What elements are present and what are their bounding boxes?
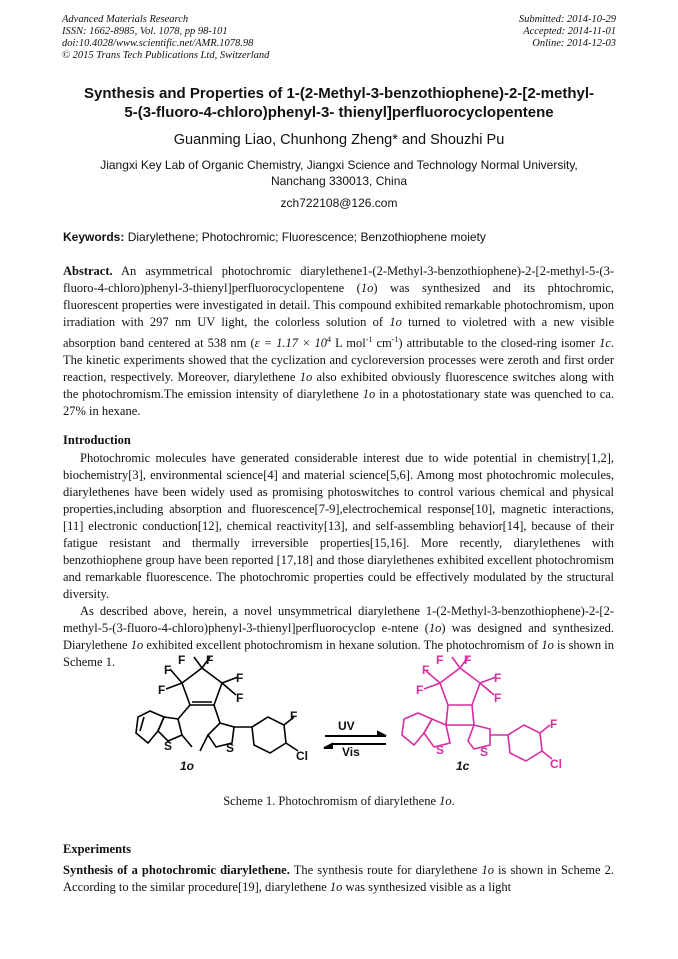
introduction-heading: Introduction [63,433,131,447]
abstract-text: turned to violetred with a new visible absorption band centered at 538 nm ( [63,315,614,351]
abstract-text: L mol [331,336,366,351]
synthesis-text: The synthesis route for diarylethene [289,863,482,877]
compound-ref: 1o [130,638,144,652]
intro-text: As described above, herein, a novel unsymmetrical diarylethene 1-(2-Methyl-3-benzothiophene)-2-[2-methyl-5-(3-fluoro-4-chloro)phenyl-3-thienyl]perfluorocyclop e-ntene ( [63,604,614,635]
fluorine-label: F [464,653,472,667]
compound-ref: 1o [439,794,452,808]
fluorine-label: F [178,653,186,667]
abstract-text: ) attributable to the closed-ring isomer [398,336,600,351]
affiliation-line-2: Nanchang 330013, China [270,174,408,188]
abstract-text: . The kinetic experiments showed that the cyclization and cycloreversion processes were zeroth and first order reaction, respectively. Moreover, diarylethene [63,336,615,385]
synthesis-label: Synthesis of a photochromic diarylethene. [63,863,290,877]
copyright-line: © 2015 Trans Tech Publications Ltd, Switzerland [62,50,270,61]
journal-name: Advanced Materials Research [62,14,189,25]
fluorine-label: F [236,691,244,705]
vis-label: Vis [342,745,360,759]
paper-title [40,84,638,122]
title-line-2: 5-(3-fluoro-4-chloro)phenyl-3- thienyl]perfluorocyclopentene [124,104,554,121]
compound-ref: 1o [428,621,442,635]
fluorine-label: F [550,717,558,731]
fluorine-label: F [494,691,502,705]
caption-text: Scheme 1. Photochromism of diarylethene [223,794,440,808]
author-email: zch722108@126.com [280,196,398,210]
compound-ref: 1o [362,387,376,402]
introduction-body [63,450,614,671]
accepted-date: Accepted: 2014-11-01 [523,26,616,37]
abstract-text: also exhibited obviously fluorescence switches along with the photochromism.The emission intensity of diarylethene [63,370,614,402]
scheme-caption [40,794,638,809]
abstract-label: Abstract. [63,264,113,278]
caption-text: . [451,794,455,808]
sulfur-label: S [226,741,235,755]
title-line-1: Synthesis and Properties of 1-(2-Methyl-3-benzothiophene)-2-[2-methyl- [83,85,595,102]
experiments-body [63,862,614,896]
intro-text: is shown in Scheme 1. [63,638,614,669]
experiments-heading: Experiments [63,842,132,856]
abstract-text: in a photostationary state was quenched to ca. 27% in hexane. [63,387,614,419]
superscript: -1 [391,335,399,344]
chlorine-label: Cl [550,757,562,771]
fluorine-label: F [416,683,424,697]
abstract-text: An asymmetrical photochromic diarylethene1-(2-Methyl-3-benzothiophene)-2-[2-methyl-5-(3-fluoro-4-chloro)phenyl-3-thienyl]perfluorocyclopentene ( [63,264,614,295]
intro-text: ) was designed and synthesized. Diarylethene [63,621,614,652]
sulfur-label: S [480,745,489,759]
compound-ref: 1o [481,863,494,877]
keywords [63,230,486,244]
synthesis-text: was synthesized visible as a light [342,880,512,894]
fluorine-label: F [164,663,172,677]
chlorine-label: Cl [296,749,308,763]
fluorine-label: F [290,709,298,723]
keywords-list: Diarylethene; Photochromic; Fluorescence; Benzothiophene moiety [127,230,486,244]
compound-ref: 1o [329,880,343,894]
uv-label: UV [338,719,355,733]
synthesis-text: is shown in Scheme 2. According to the similar procedure[19], diarylethene [63,863,615,894]
scheme-labels [120,655,590,785]
online-date: Online: 2014-12-03 [532,38,616,49]
superscript: 4 [327,335,332,344]
compound-ref: 1o [360,281,374,295]
label-1c: 1c [456,759,470,773]
affiliation-line-1: Jiangxi Key Lab of Organic Chemistry, Jiangxi Science and Technology Normal University, [100,158,578,172]
sulfur-label: S [436,743,445,757]
doi-line: doi:10.4028/www.scientific.net/AMR.1078.98 [62,38,254,49]
fluorine-label: F [422,663,430,677]
keywords-label: Keywords: [63,230,125,244]
epsilon-value: ε = 1.17 × 10 [254,336,328,351]
compound-ref: 1c [599,336,611,351]
label-1o: 1o [180,759,195,773]
fluorine-label: F [206,653,214,667]
fluorine-label: F [436,653,444,667]
abstract-text: ) was synthesized and its phtochromic, fluorescent properties were investigated in detail. This compound exhibited remarkable photochromism, upon irradiation with 297 nm UV light, the colorless solution of [63,281,614,329]
abstract-text: cm [372,336,392,351]
superscript: -1 [365,335,373,344]
fluorine-label: F [494,671,502,685]
authors: Guanming Liao, Chunhong Zheng* and Shouzhi Pu [173,132,505,148]
abstract [63,263,614,420]
intro-paragraph-1: Photochromic molecules have generated considerable interest due to wide potential in chemistry[1,2], biochemistry[3], environmental science[4] and material science[5,6]. Among most photochromic molecules, diarylethenes have been widely used as promising photoswitches to control various chemical and physical properties,including absorption and fluorescence[7-9],electrochemical response[10], magnetic interactions,[11] electronic conduction[12], chemical reactivity[13], and self-assembling behavior[14], because of their fatigue resistant and thermally irreversible properties[15,16]. More recently, diarylethenes with benzothiophene group have been reported [17,18] and those diarylethenes exhibited excellent photochromism and remarkable fluorescence. The photochromic properties could be effectively modulated by the structural diversity. [63,451,614,601]
affiliation [60,157,618,189]
sulfur-label: S [164,739,173,753]
journal-header [62,14,269,62]
fluorine-label: F [158,683,166,697]
compound-ref: 1o [389,315,402,329]
compound-ref: 1o [299,370,313,385]
intro-text: exhibited excellent photochromism in hexane solution. The photochromism of [143,638,542,652]
compound-ref: 1o [541,638,554,652]
submitted-date: Submitted: 2014-10-29 [518,14,616,25]
issn-line: ISSN: 1662-8985, Vol. 1078, pp 98-101 [62,26,228,37]
dates-header [519,14,616,50]
fluorine-label: F [236,671,244,685]
